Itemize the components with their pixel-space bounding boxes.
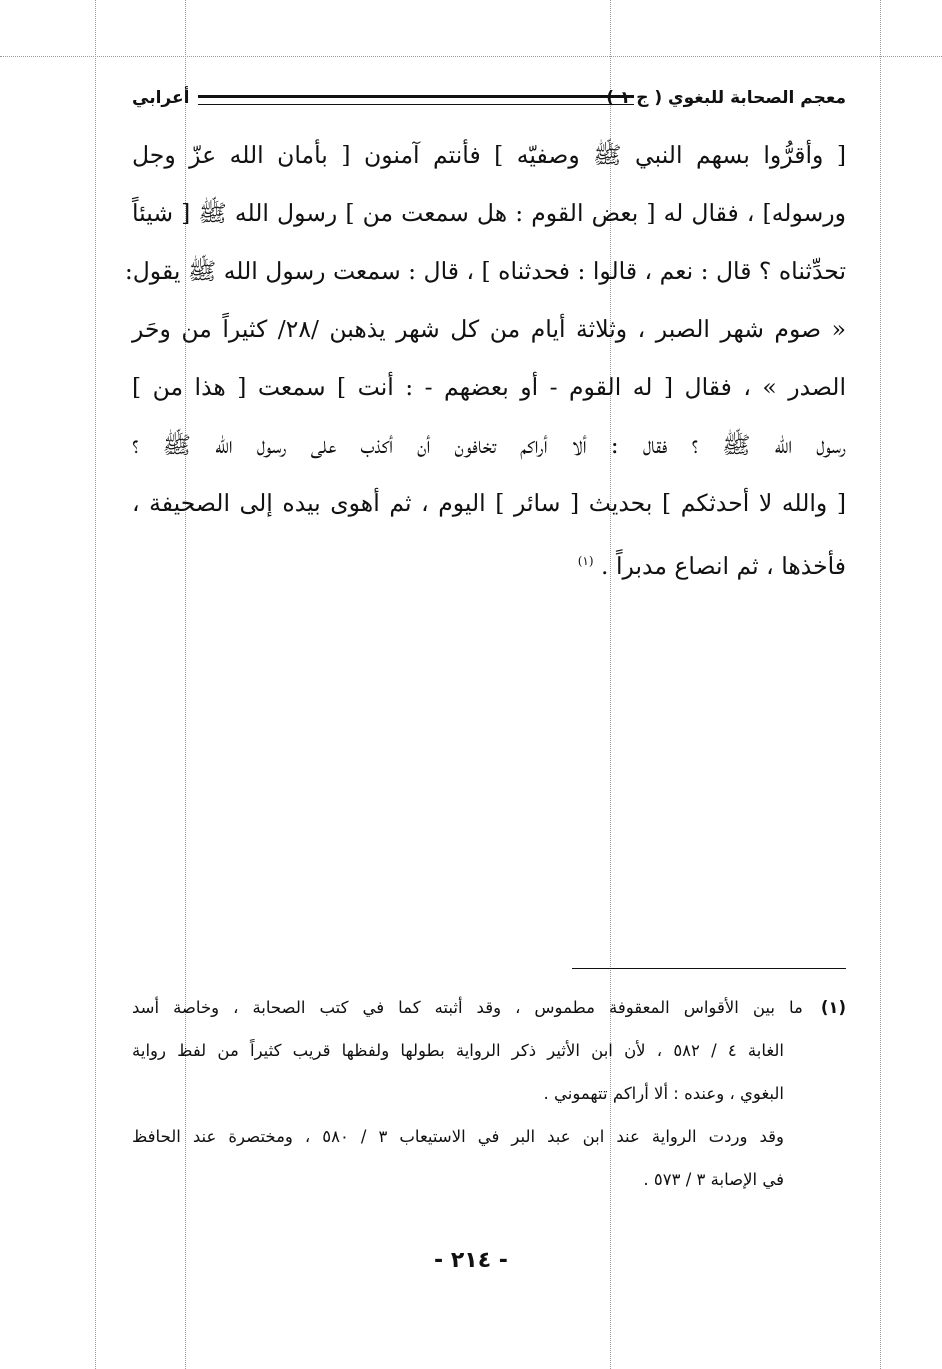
main-text: [124, 126, 846, 590]
text-line: [ والله لا أحدثكم ] بحديث [ سائر ] اليوم ، ثم أهوى بيده إلى الصحيفة ،: [132, 489, 846, 517]
footnote-text: ما بين الأقواس المعقوفة مطموس ، وقد أثبته كما في كتب الصحابة ، وخاصة أسد: [132, 998, 803, 1017]
running-header: [132, 86, 846, 118]
scan-grid-line: [95, 0, 96, 1369]
footnote-separator: [572, 968, 846, 969]
footnote-line: وقد وردت الرواية عند ابن عبد البر في الاستيعاب ٣ / ٥٨٠ ، ومختصرة عند الحافظ: [132, 1127, 784, 1146]
text-line-content: فأخذها ، ثم انصاع مدبراً .: [601, 551, 846, 580]
footnotes: [132, 986, 846, 1201]
book-title: معجم الصحابة للبغوي ( ج ١ ): [606, 88, 846, 108]
scan-grid-line: [0, 56, 942, 57]
footnote-line: [132, 986, 846, 1029]
footnote-line: البغوي ، وعنده : ألا أراكم تتهموني .: [543, 1084, 784, 1103]
text-line: [ وأقرُّوا بسهم النبي ﷺ وصفيّه ] فأنتم آمنون [ بأمان الله عزّ وجل: [132, 141, 846, 169]
text-line: ورسوله] ، فقال له [ بعض القوم : هل سمعت من ] رسول الله ﷺ [ شيئاً: [132, 199, 846, 227]
scan-grid-line: [880, 0, 881, 1369]
text-line: تحدِّثناه ؟ قال : نعم ، قالوا : فحدثناه ] ، قال : سمعت رسول الله ﷺ يقول:: [124, 257, 846, 285]
footnote-line: في الإصابة ٣ / ٥٧٣ .: [643, 1170, 784, 1189]
section-title: أعرابي: [132, 88, 190, 108]
text-line: [132, 532, 846, 590]
header-rule: [198, 95, 634, 105]
page-number: - ٢١٤ -: [434, 1248, 508, 1273]
text-line: « صوم شهر الصبر ، وثلاثة أيام من كل شهر يذهبن /٢٨/ كثيراً من وحَر: [132, 315, 846, 343]
text-line: رسول الله ﷺ ؟ فقال : ألا أراكم تخافون أن أكذب على رسول الله ﷺ ؟: [132, 431, 846, 459]
footnote-reference: (١): [577, 554, 594, 568]
text-line: الصدر » ، فقال [ له القوم - أو بعضهم - : أنت ] سمعت [ هذا من ]: [132, 373, 846, 401]
footnote-mark: (١): [820, 998, 846, 1017]
footnote-line: الغابة ٤ / ٥٨٢ ، لأن ابن الأثير ذكر الرواية بطولها ولفظها قريب كثيراً من لفظ رواية: [132, 1041, 784, 1060]
